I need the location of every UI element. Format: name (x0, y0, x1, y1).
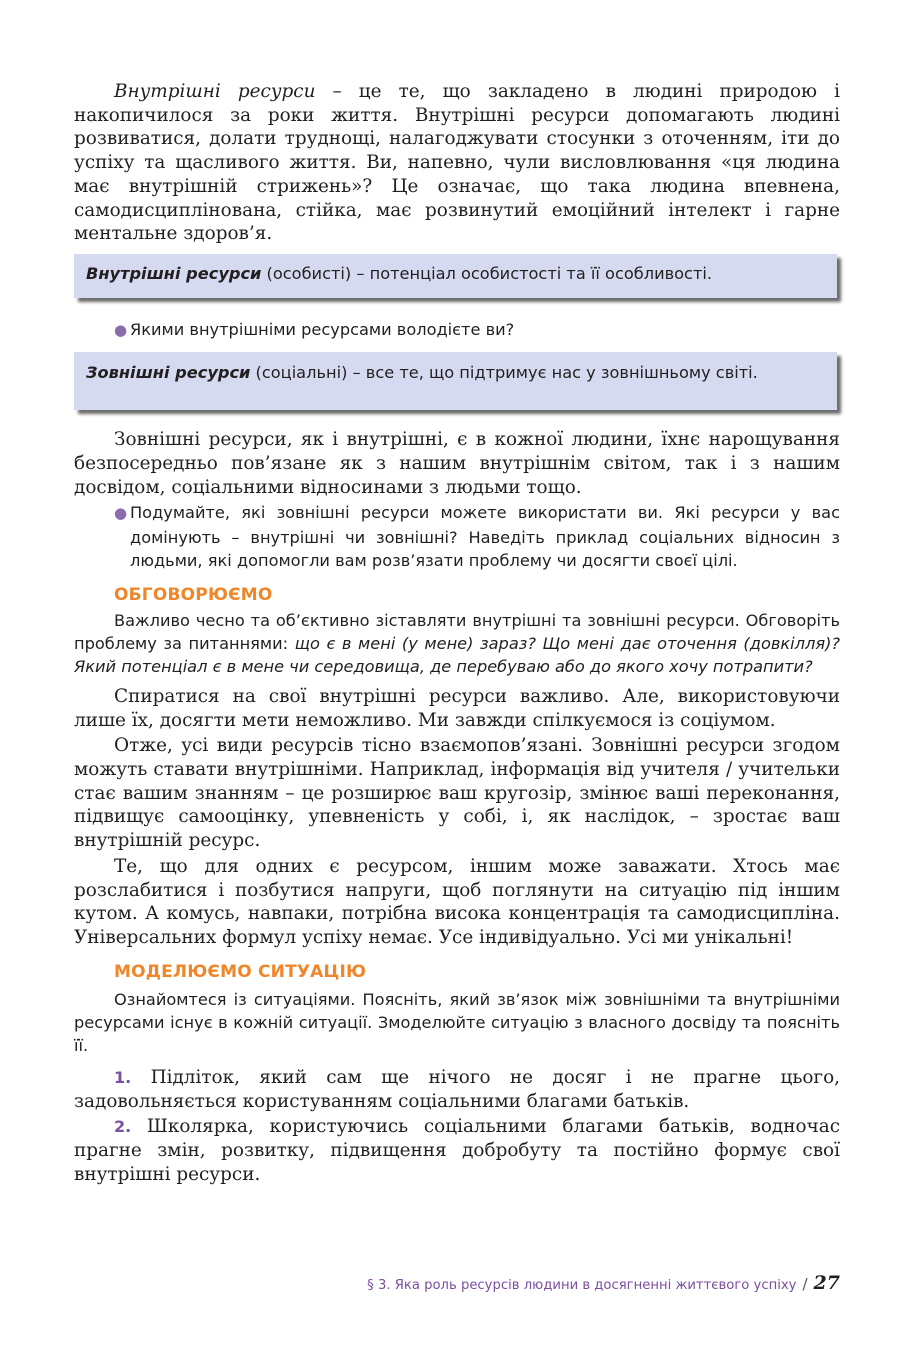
situation-item-2 (74, 1115, 840, 1186)
item-number: 2. (114, 1117, 132, 1137)
paragraph-text: Важливо чесно та об’єктивно зіставляти внутрішні та зовнішні ресурси. Обговоріть проблему за питаннями: (74, 610, 840, 654)
item-text: Школярка, користуючись соціальними благами батьків, водночас прагне змін, розвитку, підвищення добробуту та постійно формує свої внутрішні ресурси. (74, 1116, 840, 1185)
question-text: Якими внутрішніми ресурсами володієте ви? (130, 319, 515, 339)
discussion-questions: що є в мені (у мене) зараз? Що мені дає оточення (довкілля)? Який потенціал є в мене чи середовища, де перебуваю або до якого хочу потрапити? (74, 634, 840, 677)
definition-term: Внутрішні ресурси (86, 263, 262, 283)
paragraph-rely: Спиратися на свої внутрішні ресурси важливо. Але, використовуючи лише їх, досягти мети неможливо. Ми завжди спілкуємося із соціумом. (74, 685, 840, 731)
item-text: Підліток, який сам ще нічого не досяг і не прагне цього, задовольняється користуванням соціальними благами батьків. (74, 1066, 840, 1112)
question-internal (74, 318, 840, 342)
definition-text: (особисті) – потенціал особистості та її особливості. (261, 263, 713, 283)
definition-text: (соціальні) – все те, що підтримує нас у зовнішньому світі. (250, 363, 758, 383)
section-heading-model: МОДЕЛЮЄМО СИТУАЦІЮ (114, 961, 367, 982)
footer-separator: / (802, 1275, 808, 1293)
section-heading-discuss: ОБГОВОРЮЄМО (114, 584, 273, 605)
term-internal-resources: Внутрішні ресурси (114, 81, 316, 102)
definition-term: Зовнішні ресурси (86, 363, 251, 383)
definition-box-external (74, 352, 837, 410)
paragraph-unique: Те, що для одних є ресурсом, іншим може заважати. Хтось має розслабитися і позбутися напруги, щоб поглянути на ситуацію під іншим кутом. А комусь, навпаки, потрібна висока концентрація та самодисципліна. Універсальних формул успіху немає. Усе індивідуально. Усі ми унікальні! (74, 855, 840, 948)
definition-box-internal (74, 254, 837, 298)
page-number: 27 (813, 1272, 840, 1294)
paragraph-interconnected: Отже, усі види ресурсів тісно взаємопов’язані. Зовнішні ресурси згодом можуть ставати внутрішніми. Наприклад, інформація від учителя / учительки стає вашим знанням – це розширює ваш кругозір, змінює ваші переконання, підвищує самооцінку, упевненість у собі, і, як наслідок, – зростає ваш внутрішній ресурс. (74, 735, 840, 852)
item-number: 1. (114, 1067, 132, 1087)
paragraph-discuss (74, 609, 840, 679)
bullet-icon: ● (114, 504, 128, 523)
page-footer (367, 1272, 840, 1294)
bullet-icon: ● (114, 320, 128, 339)
question-external (74, 501, 840, 572)
situation-item-1 (74, 1066, 840, 1113)
footer-section-title: § 3. Яка роль ресурсів людини в досягненні життєвого успіху (367, 1278, 797, 1293)
paragraph-internal-resources (74, 80, 840, 246)
paragraph-external-resources: Зовнішні ресурси, як і внутрішні, є в кожної людини, їхнє нарощування безпосередньо пов’язане як з нашим внутрішнім світом, так і з нашим досвідом, соціальними відносинами з людьми тощо. (74, 429, 840, 498)
paragraph-model: Ознайомтеся із ситуаціями. Поясніть, який зв’язок між зовнішніми та внутрішніми ресурсами існує в кожній ситуації. Змоделюйте ситуацію з власного досвіду та поясніть її. (74, 989, 840, 1056)
paragraph-text: – це те, що закладено в людині природою і накопичилося за роки життя. Внутрішні ресурси допомагають людині розвиватися, долати труднощі, налагоджувати стосунки з оточенням, іти до успіху та щасливого життя. Ви, напевно, чули висловлювання «ця людина має внутрішній стрижень»? Це означає, що така людина впевнена, самодисциплінована, стійка, має розвинутий емоційний інтелект і гарне ментальне здоров’я. (74, 81, 840, 245)
question-text: Подумайте, які зовнішні ресурси можете використати ви. Які ресурси у вас домінують – внутрішні чи зовнішні? Наведіть приклад соціальних відносин з людьми, які допомогли вам розв’язати проблему чи досягти своєї цілі. (130, 503, 840, 571)
textbook-page (74, 80, 840, 1186)
